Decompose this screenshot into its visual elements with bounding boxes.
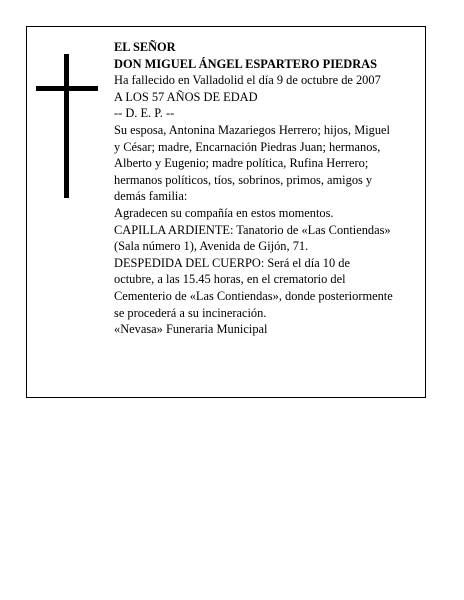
- farewell-line: se procederá a su incineración.: [114, 305, 267, 320]
- latin-cross-icon: [36, 54, 98, 198]
- notice-deceased-name: DON MIGUEL ÁNGEL ESPARTERO PIEDRAS: [114, 56, 378, 71]
- family-line: demás familia:: [114, 189, 188, 204]
- chapel-line: CAPILLA ARDIENTE: Tanatorio de «Las Contiendas»: [114, 222, 391, 237]
- cross-vertical-bar: [64, 54, 69, 198]
- family-line: Su esposa, Antonina Mazariegos Herrero; hijos, Miguel: [114, 122, 390, 137]
- funeral-home-line: «Nevasa» Funeraria Municipal: [114, 322, 268, 337]
- family-line: Alberto y Eugenio; madre política, Rufina Herrero;: [114, 156, 369, 171]
- chapel-paragraph: [114, 222, 422, 255]
- farewell-line: octubre, a las 15.45 horas, en el crematorio del: [114, 272, 346, 287]
- notice-death-line: Ha fallecido en Valladolid el día 9 de octubre de 2007: [114, 73, 381, 88]
- farewell-line: Cementerio de «Las Contiendas», donde posteriormente: [114, 288, 393, 303]
- notice-age-line: A LOS 57 AÑOS DE EDAD: [114, 89, 258, 104]
- cross-horizontal-bar: [36, 86, 98, 91]
- farewell-paragraph: [114, 255, 422, 321]
- thanks-line: Agradecen su compañía en estos momentos.: [114, 205, 334, 220]
- family-paragraph: [114, 122, 422, 205]
- obituary-text: [114, 39, 422, 338]
- farewell-line: DESPEDIDA DEL CUERPO: Será el día 10 de: [114, 255, 350, 270]
- family-line: hermanos políticos, tíos, sobrinos, primos, amigos y: [114, 172, 373, 187]
- notice-title-line1: EL SEÑOR: [114, 40, 176, 54]
- notice-rip-line: -- D. E. P. --: [114, 106, 175, 121]
- chapel-line: (Sala número 1), Avenida de Gijón, 71.: [114, 239, 309, 254]
- family-line: y César; madre, Encarnación Piedras Juan; hermanos,: [114, 139, 381, 154]
